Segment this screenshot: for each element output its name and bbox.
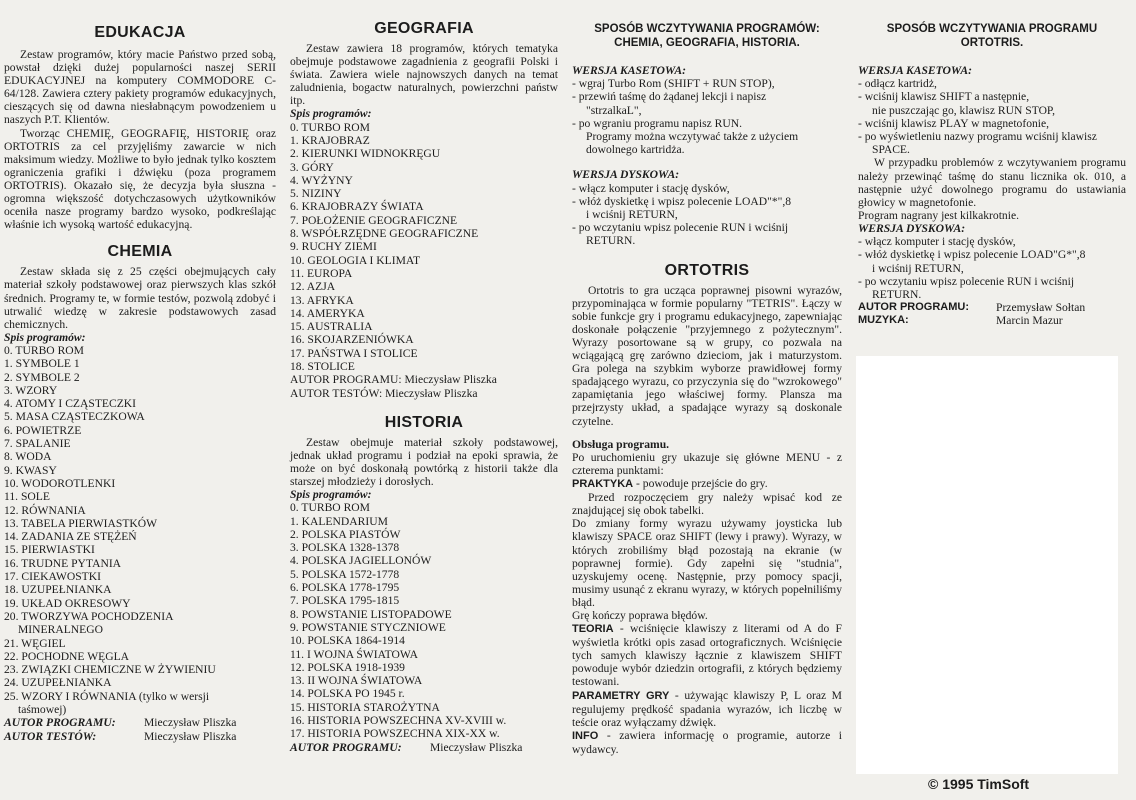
chemia-list-item: 13. TABELA PIERWIASTKÓW bbox=[4, 516, 158, 530]
praktyka-key: PRAKTYKA bbox=[572, 478, 634, 491]
parametry-key: PARAMETRY GRY bbox=[572, 689, 670, 702]
ortotris-parametry bbox=[572, 689, 842, 729]
load1-tape-item: - przewiń taśmę do żądanej lekcji i napisz bbox=[572, 90, 767, 104]
geografia-list-label: Spis programów: bbox=[290, 107, 372, 121]
chemia-list-item: 9. KWASY bbox=[4, 463, 57, 477]
load1-disk-steps bbox=[572, 182, 842, 248]
ortotris-usage-title: Obsługa programu. bbox=[572, 437, 670, 451]
chemia-list-item: 20. TWORZYWA POCHODZENIA bbox=[4, 609, 174, 623]
load2-tape-item: nie puszczając go, klawisz RUN STOP, bbox=[872, 103, 1055, 117]
chemia-title: CHEMIA bbox=[107, 243, 173, 261]
historia-list-item: 2. POLSKA PIASTÓW bbox=[290, 527, 401, 541]
load1-disk-item: - włóż dyskietkę i wpisz polecenie LOAD"*",8 bbox=[572, 194, 792, 208]
column-3 bbox=[566, 0, 850, 800]
geografia-list-item: 3. GÓRY bbox=[290, 160, 334, 174]
parametry-text: - używając klawiszy P, L oraz M regulujemy prędkość spadania wyrazów, ich liczbę w teście oraz wyłączamy dźwięk. bbox=[572, 688, 842, 729]
historia-list-item: 16. HISTORIA POWSZECHNA XV-XVIII w. bbox=[290, 714, 507, 728]
geografia-list-item: 2. KIERUNKI WIDNOKRĘGU bbox=[290, 147, 441, 161]
geografia-author: AUTOR PROGRAMU: Mieczysław Pliszka bbox=[290, 373, 497, 387]
geografia-list-item: 15. AUSTRALIA bbox=[290, 320, 373, 334]
geografia-list-item: 6. KRAJOBRAZY ŚWIATA bbox=[290, 200, 424, 214]
chemia-tests-author bbox=[4, 730, 276, 743]
chemia-list-item: 2. SYMBOLE 2 bbox=[4, 370, 80, 384]
historia-list-item: 17. HISTORIA POWSZECHNA XIX-XX w. bbox=[290, 727, 500, 741]
ortotris-author-name: Przemysław Sołtan bbox=[996, 301, 1086, 315]
geografia-list-item: 7. POŁOŻENIE GEOGRAFICZNE bbox=[290, 213, 458, 227]
geografia-list-item: 0. TURBO ROM bbox=[290, 120, 370, 134]
praktyka-text: - powoduje przejście do gry. bbox=[633, 477, 768, 491]
ortotris-kod: Przed rozpoczęciem gry należy wpisać kod ze znajdującej się obok tabelki. bbox=[572, 491, 842, 518]
teoria-key: TEORIA bbox=[572, 623, 614, 636]
edukacja-paragraph-2: Tworząc CHEMIĘ, GEOGRAFIĘ, HISTORIĘ oraz ORTOTRIS za cel przyjęliśmy zawarcie w nich maksimum wiedzy. Możliwe to było jednak tylko kosztem ograniczenia grafiki i dźwięku (poza programem ORTOTRIS). Okazało się, że decyzja była słuszna - ogromna większość dotychczasowych użytkowników oceniła nasze programy bardzo wysoko, podkreślając właśnie ich wysoką wartość edukacyjną. bbox=[4, 126, 276, 232]
ortotris-music-name: Marcin Mazur bbox=[996, 314, 1063, 328]
ortotris-usage-intro: Po uruchomieniu gry ukazuje się główne MENU - z czterema punktami: bbox=[572, 450, 842, 477]
historia-list-item: 13. II WOJNA ŚWIATOWA bbox=[290, 674, 423, 688]
load2-disk-item: - włącz komputer i stację dysków, bbox=[858, 235, 1016, 249]
ortotris-music-label: MUZYKA: bbox=[858, 314, 909, 327]
load1-tape-item: - po wgraniu programu napisz RUN. bbox=[572, 116, 743, 130]
column-2 bbox=[284, 0, 564, 800]
ortotris-konczy: Grę kończy poprawa błędów. bbox=[572, 609, 708, 622]
ortotris-zmiana: Do zmiany formy wyrazu używamy joysticka lub klawiszy SPACE oraz SHIFT (lewy i prawy). Wyrazy, w których zrobiliśmy błąd pozostają na ekranie (w poprawnej formie). Gdy zapełni się "studnia", uzyskujemy ocenę. Następnie, przy pomocy spacji, musimy usunąć z ekranu wyrazy, w których popełniliśmy błąd. bbox=[572, 517, 842, 609]
ortotris-title: ORTOTRIS bbox=[664, 261, 750, 279]
chemia-list-item: 0. TURBO ROM bbox=[4, 343, 84, 357]
chemia-program-list bbox=[4, 344, 276, 716]
geografia-list-item: 1. KRAJOBRAZ bbox=[290, 133, 370, 147]
load2-disk-item: i wciśnij RETURN, bbox=[872, 261, 964, 275]
chemia-list-item: 17. CIEKAWOSTKI bbox=[4, 570, 101, 584]
historia-list-item: 9. POWSTANIE STYCZNIOWE bbox=[290, 620, 446, 634]
load1-tape-item: Programy można wczytywać także z użyciem bbox=[586, 130, 799, 144]
load2-disk-item: RETURN. bbox=[872, 288, 922, 302]
chemia-list-item: 24. UZUPEŁNIANKA bbox=[4, 676, 112, 690]
load2-disk-steps bbox=[858, 235, 1126, 301]
chemia-list-item: taśmowej) bbox=[18, 703, 67, 716]
geografia-list-item: 14. AMERYKA bbox=[290, 306, 365, 320]
historia-list-item: 3. POLSKA 1328-1378 bbox=[290, 541, 400, 555]
geografia-list-item: 11. EUROPA bbox=[290, 266, 353, 280]
ortotris-teoria bbox=[572, 622, 842, 688]
load1-disk-item: - włącz komputer i stację dysków, bbox=[572, 181, 730, 195]
load1-disk-item: i wciśnij RETURN, bbox=[586, 208, 678, 222]
ortotris-intro: Ortotris to gra ucząca poprawnej pisowni wyrazów, przypominająca w formie popularny "TETRIS". Łączy w sobie funkcje gry i programu edukacyjnego, zapewniając doskonałe połączenie "przyjemnego z pożytecznym". Wyrazy posortowane są w grupy, co pozwala na wciągającą grę zarówno dzieciom, jak i maturzystom. Gra polega na szybkim wyborze prawidłowej formy spadającego wyrazu, co przyczynia się do "wzrokowego" zapamiętania jego właściwej formy. Plansza ma przejrzysty układ, a spadające wyrazy są doskonale czytelne. bbox=[572, 283, 842, 428]
historia-list-item: 14. POLSKA PO 1945 r. bbox=[290, 687, 405, 701]
geografia-list-item: 4. WYŻYNY bbox=[290, 173, 353, 187]
chemia-list-item: 21. WĘGIEL bbox=[4, 636, 66, 650]
load1-title-line-1: SPOSÓB WCZYTYWANIA PROGRAMÓW: bbox=[594, 23, 820, 35]
geografia-list-item: 13. AFRYKA bbox=[290, 293, 354, 307]
load2-disk-item: - włóż dyskietkę i wpisz polecenie LOAD"G*",8 bbox=[858, 248, 1086, 262]
chemia-list-item: 8. WODA bbox=[4, 450, 52, 464]
geografia-list-item: 18. STOLICE bbox=[290, 360, 355, 374]
geografia-list-item: 16. SKOJARZENIÓWKA bbox=[290, 333, 414, 347]
chemia-list-item: 10. WODOROTLENKI bbox=[4, 476, 116, 490]
load1-tape-label: WERSJA KASETOWA: bbox=[572, 64, 686, 77]
load2-tape-item: - wciśnij klawisz SHIFT a następnie, bbox=[858, 90, 1030, 104]
column-1 bbox=[0, 0, 282, 800]
info-key: INFO bbox=[572, 729, 599, 742]
geografia-list-item: 17. PAŃSTWA I STOLICE bbox=[290, 346, 418, 360]
load1-disk-item: RETURN. bbox=[586, 234, 636, 248]
geografia-list-item: 12. AZJA bbox=[290, 280, 336, 294]
chemia-list-item: 14. ZADANIA ZE STĘŻEŃ bbox=[4, 530, 137, 544]
chemia-list-item: 3. WZORY bbox=[4, 383, 58, 397]
load2-tape-item: - po wyświetleniu nazwy programu wciśnij klawisz bbox=[858, 130, 1097, 144]
load2-tape-item: SPACE. bbox=[872, 143, 910, 157]
chemia-list-item: MINERALNEGO bbox=[18, 623, 104, 637]
load2-disk-label: WERSJA DYSKOWA: bbox=[858, 222, 966, 235]
load2-tape-label: WERSJA KASETOWA: bbox=[858, 64, 972, 77]
historia-author bbox=[290, 741, 558, 754]
load1-tape-steps bbox=[572, 77, 842, 156]
load1-disk-label: WERSJA DYSKOWA: bbox=[572, 168, 680, 182]
historia-list-label: Spis programów: bbox=[290, 488, 372, 502]
historia-title: HISTORIA bbox=[384, 413, 464, 431]
teoria-text: - wciśnięcie klawiszy z literami od A do F wyświetla krótki opis zasad ortograficznych. Wciśnięcie tych samych klawiszy łącznie z klawiszem SHIFT powoduje wybór dziedzin ortografii, z których będziemy testowani. bbox=[572, 622, 842, 689]
ortotris-author bbox=[858, 301, 1126, 314]
load1-tape-item: - wgraj Turbo Rom (SHIFT + RUN STOP), bbox=[572, 77, 775, 91]
geografia-list-item: 10. GEOLOGIA I KLIMAT bbox=[290, 253, 421, 267]
load2-kilka: Program nagrany jest kilkakrotnie. bbox=[858, 208, 1019, 222]
chemia-tests-label: AUTOR TESTÓW: bbox=[4, 729, 97, 743]
chemia-intro: Zestaw składa się z 25 części obejmujących cały materiał szkoły podstawowej oraz pierwszych klas szkół średnich. Programy te, w formie testów, pozwolą zdobyć i utrwalić wiedzę w zakresie podstawowych zasad chemicznych. bbox=[4, 265, 276, 331]
chemia-list-item: 6. POWIETRZE bbox=[4, 423, 82, 437]
historia-list-item: 1. KALENDARIUM bbox=[290, 514, 388, 528]
chemia-list-item: 15. PIERWIASTKI bbox=[4, 543, 95, 557]
chemia-list-item: 22. POCHODNE WĘGLA bbox=[4, 649, 130, 663]
geografia-tests-author: AUTOR TESTÓW: Mieczysław Pliszka bbox=[290, 386, 478, 400]
historia-list-item: 8. POWSTANIE LISTOPADOWE bbox=[290, 607, 452, 621]
load2-title-line-2: ORTOTRIS. bbox=[960, 37, 1024, 49]
historia-list-item: 10. POLSKA 1864-1914 bbox=[290, 634, 405, 648]
historia-list-item: 0. TURBO ROM bbox=[290, 501, 370, 515]
geografia-program-list bbox=[290, 121, 558, 374]
edukacja-title: EDUKACJA bbox=[94, 24, 186, 41]
ortotris-info bbox=[572, 729, 842, 756]
load1-title-line-2: CHEMIA, GEOGRAFIA, HISTORIA. bbox=[614, 37, 800, 49]
historia-list-item: 11. I WOJNA ŚWIATOWA bbox=[290, 647, 418, 661]
load2-tape-item: - wciśnij klawisz PLAY w magnetofonie, bbox=[858, 116, 1050, 130]
historia-list-item: 15. HISTORIA STAROŻYTNA bbox=[290, 700, 440, 714]
historia-list-item: 7. POLSKA 1795-1815 bbox=[290, 594, 400, 608]
historia-program-list bbox=[290, 501, 558, 740]
copyright-notice: © 1995 TimSoft bbox=[928, 776, 1030, 792]
historia-list-item: 4. POLSKA JAGIELLONÓW bbox=[290, 554, 432, 568]
historia-author-label: AUTOR PROGRAMU: bbox=[290, 740, 402, 754]
ortotris-author-label: AUTOR PROGRAMU: bbox=[858, 301, 970, 314]
chemia-list-label: Spis programów: bbox=[4, 330, 86, 344]
blank-sticker-area bbox=[856, 356, 1118, 774]
ortotris-music bbox=[858, 314, 1126, 327]
load2-tape-steps bbox=[858, 77, 1126, 156]
ortotris-praktyka bbox=[572, 477, 842, 491]
chemia-author-name: Mieczysław Pliszka bbox=[144, 716, 237, 730]
chemia-list-item: 16. TRUDNE PYTANIA bbox=[4, 556, 122, 570]
load2-problem: W przypadku problemów z wczytywaniem programu należy przewinąć taśmę do stanu licznika ok. 010, a następnie użyć dowolnego programu do ustawiania głowicy w magnetofonie. bbox=[858, 156, 1126, 209]
geografia-list-item: 8. WSPÓŁRZĘDNE GEOGRAFICZNE bbox=[290, 227, 479, 241]
geografia-intro: Zestaw zawiera 18 programów, których tematyka obejmuje podstawowe zagadnienia z geografii Polski i świata. Zawiera wiele najnowszych danych na temat zaludnienia, bogactw naturalnych, powierzchni państw itp. bbox=[290, 42, 558, 108]
chemia-list-item: 18. UZUPEŁNIANKA bbox=[4, 583, 112, 597]
chemia-list-item: 23. ZWIĄZKI CHEMICZNE W ŻYWIENIU bbox=[4, 663, 216, 677]
chemia-author bbox=[4, 716, 276, 729]
chemia-list-item: 1. SYMBOLE 1 bbox=[4, 357, 80, 371]
historia-list-item: 5. POLSKA 1572-1778 bbox=[290, 567, 400, 581]
chemia-tests-name: Mieczysław Pliszka bbox=[144, 729, 237, 743]
load1-tape-item: "strzalkaL", bbox=[586, 103, 642, 117]
load2-tape-item: - odłącz kartridż, bbox=[858, 77, 937, 91]
load1-tape-item: dowolnego kartridża. bbox=[586, 143, 685, 157]
historia-intro: Zestaw obejmuje materiał szkoły podstawowej, jednak układ programu i podział na epoki sprawia, że może on być doskonałą powtórką z historii także dla starszej młodzieży i dorosłych. bbox=[290, 435, 558, 488]
historia-list-item: 12. POLSKA 1918-1939 bbox=[290, 660, 405, 674]
chemia-list-item: 7. SPALANIE bbox=[4, 437, 71, 451]
geografia-list-item: 5. NIZINY bbox=[290, 187, 342, 201]
geografia-title: GEOGRAFIA bbox=[374, 20, 474, 37]
chemia-list-item: 25. WZORY I RÓWNANIA (tylko w wersji bbox=[4, 689, 210, 703]
load2-disk-item: - po wczytaniu wpisz polecenie RUN i wciśnij bbox=[858, 274, 1075, 288]
load2-title-line-1: SPOSÓB WCZYTYWANIA PROGRAMU bbox=[886, 23, 1098, 35]
info-text: - zawiera informację o programie, autorze i wydawcy. bbox=[572, 728, 842, 756]
chemia-list-item: 11. SOLE bbox=[4, 490, 50, 504]
geografia-list-item: 9. RUCHY ZIEMI bbox=[290, 240, 377, 254]
chemia-list-item: 12. RÓWNANIA bbox=[4, 503, 86, 517]
historia-list-item: 6. POLSKA 1778-1795 bbox=[290, 581, 400, 595]
edukacja-paragraph-1: Zestaw programów, który macie Państwo przed sobą, powstał dzięki dużej popularności naszej SERII EDUKACYJNEJ na komputery COMMODORE C-64/128. Zawiera cztery pakiety programów edukacyjnych, cieszących się od dawna niesłabnącym powodzeniem u naszych P.T. Klientów. bbox=[4, 48, 276, 127]
chemia-list-item: 5. MASA CZĄSTECZKOWA bbox=[4, 410, 145, 424]
chemia-author-label: AUTOR PROGRAMU: bbox=[4, 716, 116, 730]
chemia-list-item: 19. UKŁAD OKRESOWY bbox=[4, 596, 131, 610]
load1-disk-item: - po wczytaniu wpisz polecenie RUN i wciśnij bbox=[572, 221, 789, 235]
chemia-list-item: 4. ATOMY I CZĄSTECZKI bbox=[4, 397, 137, 411]
historia-author-name: Mieczysław Pliszka bbox=[430, 740, 523, 754]
